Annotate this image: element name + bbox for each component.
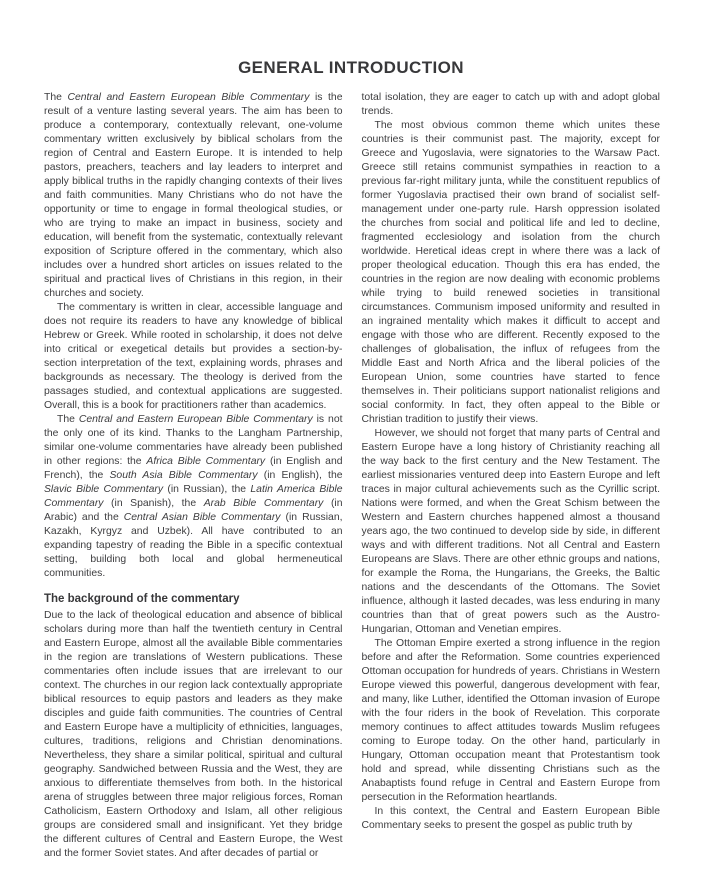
- book-title-italic: Central Asian Bible Commentary: [123, 512, 281, 523]
- text-run: The: [57, 414, 79, 425]
- book-title-italic: Africa Bible Commentary: [146, 456, 266, 467]
- paragraph: [44, 609, 343, 861]
- text-run: However, we should not forget that many parts of Central and Eastern Europe have a long history of Christianity reaching all the way back to the first century and the New Testament. The earliest missionaries ventured deep into Eastern Europe and left traces in major cultural achievements such as the Cyrillic script. Nations were formed, and when the Great Schism between the Western and Eastern churches happened almost a thousand years ago, the two continued to develop side by side, in different ways and with different traditions. Not all Central and Eastern Europeans are Slavs. There are other ethnic groups and nations, for example the Roma, the Hungarians, the Greeks, the Baltic nations and the descendants of the Ottomans. The Soviet influence, although it lasted decades, was less enduring in many countries than that of great powers such as the Austro-Hungarian, Ottoman and Venetian empires.: [361, 428, 660, 635]
- text-run: (in English and French), the: [44, 456, 343, 481]
- text-run: (in Spanish), the: [103, 498, 204, 509]
- right-column: [362, 91, 661, 861]
- paragraph: [44, 413, 343, 581]
- text-run: (in Russian), the: [163, 484, 251, 495]
- book-title-italic: Central and Eastern European Bible Commentary: [67, 92, 310, 103]
- left-column: [44, 91, 343, 861]
- paragraph: [362, 637, 661, 805]
- paragraph: [362, 91, 661, 119]
- book-title-italic: Central and Eastern European Bible Commentary: [78, 414, 313, 425]
- paragraph: [44, 91, 343, 301]
- paragraph: [362, 427, 661, 637]
- text-run: is the result of a venture lasting several years. The aim has been to produce a contemporary, contextually relevant, one-volume commentary written exclusively by biblical scholars from the region of Central and Eastern Europe. It is intended to help pastors, preachers, teachers and lay leaders to interpret and apply biblical truths in the rapidly changing contexts of their lives and faith communities. Many Christians who do not have the opportunity or time to engage in formal theological studies, or who are trying to make an impact in business, society and education, will benefit from the systematic, contextually relevant exposition of Scripture offered in the commentary, which also includes over a hundred short articles on issues related to the spiritual and practical lives of Christians in this region, in their churches and society.: [44, 92, 343, 299]
- book-title-italic: Slavic Bible Commentary: [44, 484, 164, 495]
- book-title-italic: Latin America Bible Commentary: [44, 484, 343, 509]
- paragraph: [44, 301, 343, 413]
- text-run: is not the only one of its kind. Thanks to the Langham Partnership, similar one-volume commentaries have already been published in other regions: the: [44, 414, 343, 467]
- text-run: (in English), the: [257, 470, 343, 481]
- text-columns: [44, 91, 660, 861]
- text-run: In this context, the Central and Eastern European Bible Commentary seeks to present the gospel as public truth by: [361, 806, 660, 831]
- page-title: GENERAL INTRODUCTION: [238, 58, 464, 77]
- text-run: total isolation, they are eager to catch up with and adopt global trends.: [361, 92, 660, 117]
- section-heading: The background of the commentary: [44, 593, 240, 605]
- book-title-italic: Arab Bible Commentary: [203, 498, 324, 509]
- text-run: The commentary is written in clear, accessible language and does not require its readers to have any knowledge of biblical Hebrew or Greek. While rooted in scholarship, it does not delve into critical or exegetical details but provides a section-by-section interpretation of the text, explaining words, phrases and backgrounds as necessary. The theology is derived from the passages studied, and contextual applications are suggested. Overall, this is a book for practitioners rather than academics.: [44, 302, 343, 411]
- book-title-italic: South Asia Bible Commentary: [109, 470, 258, 481]
- text-run: (in Russian, Kazakh, Kyrgyz and Uzbek). All have contributed to an expanding tapestry of reading the Bible in a specific contextual setting, building both local and global hermeneutical communities.: [44, 512, 343, 579]
- text-run: (in Arabic) and the: [44, 498, 343, 523]
- text-run: Due to the lack of theological education and absence of biblical scholars during more than half the twentieth century in Central and Eastern Europe, almost all the available Bible commentaries in the region are translations of Western publications. These commentaries often include issues that are irrelevant to our context. The churches in our region lack contextually appropriate biblical resources to equip pastors and leaders as they make disciples and guide faith communities. The countries of Central and Eastern Europe have a multiplicity of ethnicities, languages, cultures, traditions, religions and Christian denominations. Nevertheless, they share a similar political, spiritual and cultural geography. Sandwiched between Russia and the West, they are anxious to differentiate themselves from both. In the historical arena of struggles between three major religious forces, Roman Catholicism, Eastern Orthodoxy and Islam, all other religious groups are considered small and insignificant. Yet they bridge the different cultures of Central and Eastern Europe, the West and the former Soviet states. And after decades of partial or: [44, 610, 343, 859]
- paragraph: [362, 805, 661, 833]
- text-run: The: [44, 92, 68, 103]
- text-run: The Ottoman Empire exerted a strong influence in the region before and after the Reformation. Some countries experienced Ottoman occupation for hundreds of years. Christians in Western Europe viewed this powerful, dangerous development with fear, and many, like Luther, identified the Ottoman invasion of Europe with the four riders in the book of Revelation. This corporate memory continues to affect attitudes towards Muslim refugees coming to Europe today. On the other hand, particularly in Hungary, Ottoman occupation meant that Protestantism took hold and spread, while dissenting Christians such as the Anabaptists found refuge in Central and Eastern Europe from persecution in the Reformation heartlands.: [361, 638, 660, 803]
- paragraph: [362, 119, 661, 427]
- text-run: The most obvious common theme which unites these countries is their communist past. The majority, except for Greece and Yugoslavia, were signatories to the Warsaw Pact. Greece still retains communist sympathies in reaction to a previous far-right military junta, while the constituent republics of former Yugoslavia practised their own brand of socialist self-management under one-party rule. Harsh oppression isolated the churches from social and political life and led to decline, fragmented ecclesiology and isolation from the church worldwide. Heretical ideas crept in where there was a lack of proper theological education. Though this era has ended, the countries in the region are now dealing with economic problems while trying to build renewed societies in transitional circumstances. Communism imposed uniformity and resulted in an ingrained mentality which makes it difficult to accept and engage with those who are different. Recently exposed to the challenges of globalisation, the influx of refugees from the Middle East and North Africa and the liberal policies of the European Union, some countries have started to fence themselves in. Their politicians support nationalist religions and social conformity. In fact, they often appeal to the Bible or Christian tradition to justify their views.: [361, 120, 660, 425]
